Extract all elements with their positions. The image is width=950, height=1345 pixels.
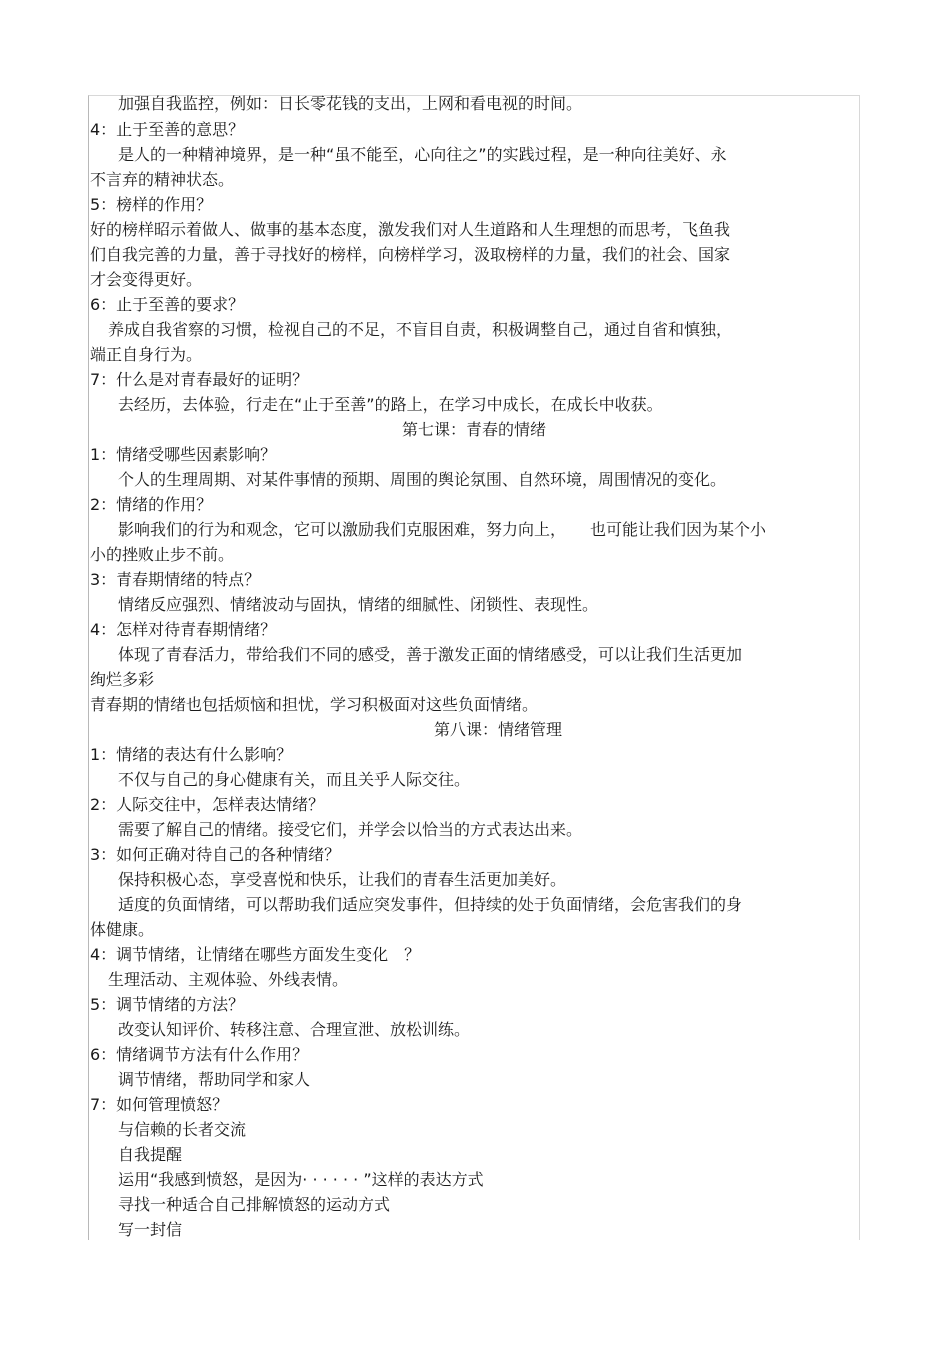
question-heading: 1：情绪受哪些因素影响？ [90, 445, 277, 464]
section-title: 第七课：青春的情绪 [401, 420, 546, 439]
text-line: 青春期的情绪也包括烦恼和担忧，学习积极面对这些负面情绪。 [90, 695, 539, 714]
question-heading: 7：如何管理愤怒？ [90, 1095, 229, 1114]
text-line: 是人的一种精神境界，是一种“虽不能至，心向往之”的实践过程，是一种向往美好、永 [118, 145, 727, 164]
text-line: 体现了青春活力，带给我们不同的感受，善于激发正面的情绪感受，可以让我们生活更加 [118, 645, 743, 664]
text-line: 适度的负面情绪，可以帮助我们适应突发事件，但持续的处于负面情绪，会危害我们的身 [118, 895, 743, 914]
page-frame [88, 95, 860, 1240]
text-line: 不言弃的精神状态。 [90, 170, 235, 189]
section-title: 第八课：情绪管理 [433, 720, 562, 739]
text-line: 小的挫败止步不前。 [90, 545, 235, 564]
list-item: 自我提醒 [118, 1145, 183, 1164]
question-heading: 4：怎样对待青春期情绪？ [90, 620, 277, 639]
question-heading: 5：调节情绪的方法？ [90, 995, 245, 1014]
text-line: 去经历，去体验，行走在“止于至善”的路上，在学习中成长，在成长中收获。 [118, 395, 663, 414]
text-line: 调节情绪，帮助同学和家人 [118, 1070, 311, 1089]
text-line: 好的榜样昭示着做人、做事的基本态度，激发我们对人生道路和人生理想的而思考，飞鱼我 [90, 220, 731, 239]
text-line: 需要了解自己的情绪。接受它们，并学会以恰当的方式表达出来。 [118, 820, 583, 839]
question-heading: 6：情绪调节方法有什么作用？ [90, 1045, 309, 1064]
text-line: 才会变得更好。 [90, 270, 203, 289]
text-line: 端正自身行为。 [90, 345, 203, 364]
text-line: 养成自我省察的习惯，检视自己的不足，不盲目自责，积极调整自己，通过自省和慎独， [108, 320, 733, 339]
list-item: 与信赖的长者交流 [118, 1120, 247, 1139]
question-heading: 3：青春期情绪的特点？ [90, 570, 261, 589]
question-heading: 2：情绪的作用？ [90, 495, 213, 514]
text-line: 个人的生理周期、对某件事情的预期、周围的舆论氛围、自然环境，周围情况的变化。 [118, 470, 727, 489]
text-line: 改变认知评价、转移注意、合理宣泄、放松训练。 [118, 1020, 471, 1039]
question-heading: 5：榜样的作用？ [90, 195, 213, 214]
text-line: 情绪反应强烈、情绪波动与固执，情绪的细腻性、闭锁性、表现性。 [118, 595, 599, 614]
text-line: 生理活动、主观体验、外线表情。 [108, 970, 349, 989]
question-heading: 2：人际交往中，怎样表达情绪？ [90, 795, 325, 814]
question-heading: 6：止于至善的要求？ [90, 295, 245, 314]
list-item: 写一封信 [118, 1220, 183, 1239]
question-heading: 4：调节情绪，让情绪在哪些方面发生变化 ？ [90, 945, 421, 964]
text-line: 影响我们的行为和观念，它可以激励我们克服困难，努力向上， 也可能让我们因为某个小 [118, 520, 767, 539]
question-heading: 3：如何正确对待自己的各种情绪？ [90, 845, 341, 864]
text-line: 体健康。 [90, 920, 155, 939]
text-line: 们自我完善的力量，善于寻找好的榜样，向榜样学习，汲取榜样的力量，我们的社会、国家 [90, 245, 731, 264]
list-item: 寻找一种适合自己排解愤怒的运动方式 [118, 1195, 391, 1214]
text-line: 保持积极心态，享受喜悦和快乐，让我们的青春生活更加美好。 [118, 870, 567, 889]
question-heading: 4：止于至善的意思？ [90, 120, 245, 139]
text-line: 绚烂多彩 [90, 670, 155, 689]
text-line: 不仅与自己的身心健康有关，而且关乎人际交往。 [118, 770, 471, 789]
text-line: 加强自我监控，例如：日长零花钱的支出，上网和看电视的时间。 [118, 94, 583, 113]
question-heading: 7：什么是对青春最好的证明？ [90, 370, 309, 389]
list-item: 运用“我感到愤怒，是因为· · · · · · ”这样的表达方式 [118, 1170, 484, 1189]
question-heading: 1：情绪的表达有什么影响？ [90, 745, 293, 764]
